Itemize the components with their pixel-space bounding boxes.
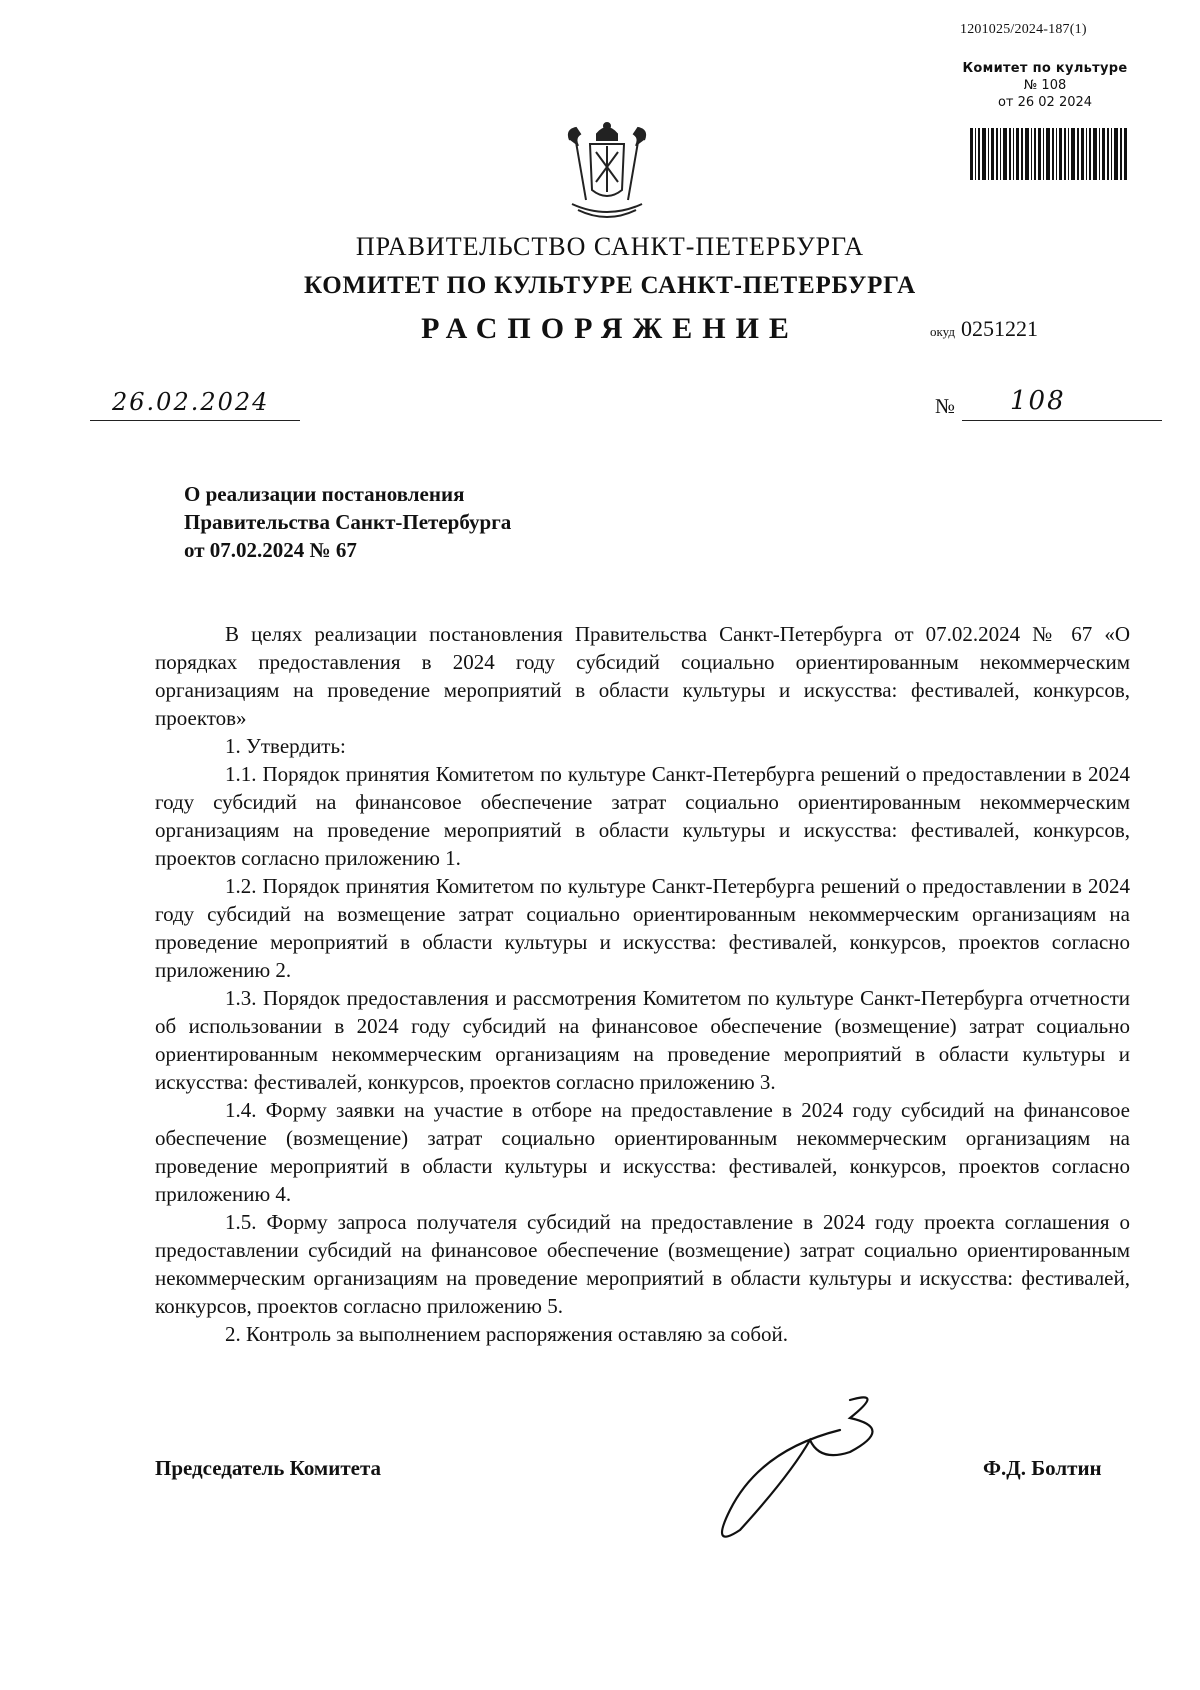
paragraph-item-2: 2. Контроль за выполнением распоряжения оставляю за собой.: [225, 1322, 789, 1346]
signatory-role: Председатель Комитета: [155, 1456, 382, 1480]
handwritten-number: 108: [1010, 386, 1066, 416]
okud-value: 0251221: [960, 316, 1038, 341]
paragraph-item-1-4: 1.4. Форму заявки на участие в отборе на предоставление в 2024 году субсидий на финансовое обеспечение (возмещение) затрат социально ориентированным некоммерческим организациям на проведение мероприятий в области культуры и искусства: фестивалей, конкурсов, проектов согласно приложению 4.: [155, 1098, 1130, 1206]
paragraph-item-1-5: 1.5. Форму запроса получателя субсидий на предоставление в 2024 году проекта соглашения о предоставлении субсидий на финансовое обеспечение (возмещение) затрат социально ориентированным некоммерческим организациям на проведение мероприятий в области культуры и искусства: фестивалей, конкурсов, проектов согласно приложению 5.: [155, 1210, 1130, 1318]
signatory-name: Ф.Д. Болтин: [983, 1456, 1102, 1480]
barcode: [970, 128, 1128, 180]
document-body: [155, 620, 1130, 1348]
government-title: ПРАВИТЕЛЬСТВО САНКТ-ПЕТЕРБУРГА: [355, 232, 865, 261]
paragraph-preamble: В целях реализации постановления Правительства Санкт-Петербурга от 07.02.2024 № 67 «О порядках предоставления в 2024 году субсидий социально ориентированным некоммерческим организациям на проведение мероприятий в области культуры и искусства: фестивалей, конкурсов, проектов»: [155, 622, 1130, 730]
paragraph-item-1-1: 1.1. Порядок принятия Комитетом по культуре Санкт-Петербурга решений о предоставлении в 2024 году субсидий на финансовое обеспечение затрат социально ориентированным некоммерческим организациям на проведение мероприятий в области культуры и искусства: фестивалей, конкурсов, проектов согласно приложению 1.: [155, 762, 1130, 870]
handwritten-signature: [700, 1380, 930, 1550]
number-label: №: [935, 394, 956, 418]
okud-label: окуд: [930, 324, 955, 339]
document-type-title: РАСПОРЯЖЕНИЕ: [421, 312, 799, 345]
subject-line: Правительства Санкт-Петербурга: [184, 510, 512, 534]
committee-title: КОМИТЕТ ПО КУЛЬТУРЕ САНКТ-ПЕТЕРБУРГА: [303, 272, 917, 299]
subject-line: от 07.02.2024 № 67: [184, 538, 357, 562]
subject-line: О реализации постановления: [184, 482, 465, 506]
paragraph-item-1-3: 1.3. Порядок предоставления и рассмотрения Комитетом по культуре Санкт-Петербурга отчетности об использовании в 2024 году субсидий на финансовое обеспечение (возмещение) затрат социально ориентированным некоммерческим организациям на проведение мероприятий в области культуры и искусства: фестивалей, конкурсов, проектов согласно приложению 3.: [155, 986, 1130, 1094]
handwritten-date: 26.02.2024: [112, 388, 270, 416]
document-reference: 1201025/2024-187(1): [960, 22, 1087, 37]
stamp-org: Комитет по культуре: [962, 61, 1128, 76]
coat-of-arms-icon: [562, 120, 652, 220]
stamp-date: от 26 02 2024: [997, 95, 1093, 110]
paragraph-item-1-2: 1.2. Порядок принятия Комитетом по культуре Санкт-Петербурга решений о предоставлении в 2024 году субсидий на возмещение затрат социально ориентированным некоммерческим организациям на проведение мероприятий в области культуры и искусства: фестивалей, конкурсов, проектов согласно приложению 2.: [155, 874, 1130, 982]
paragraph-item-1: 1. Утвердить:: [225, 734, 346, 758]
okud-code: [930, 316, 1038, 342]
registration-stamp: [940, 60, 1150, 111]
document-subject: [184, 480, 511, 564]
stamp-number: № 108: [1023, 78, 1067, 93]
